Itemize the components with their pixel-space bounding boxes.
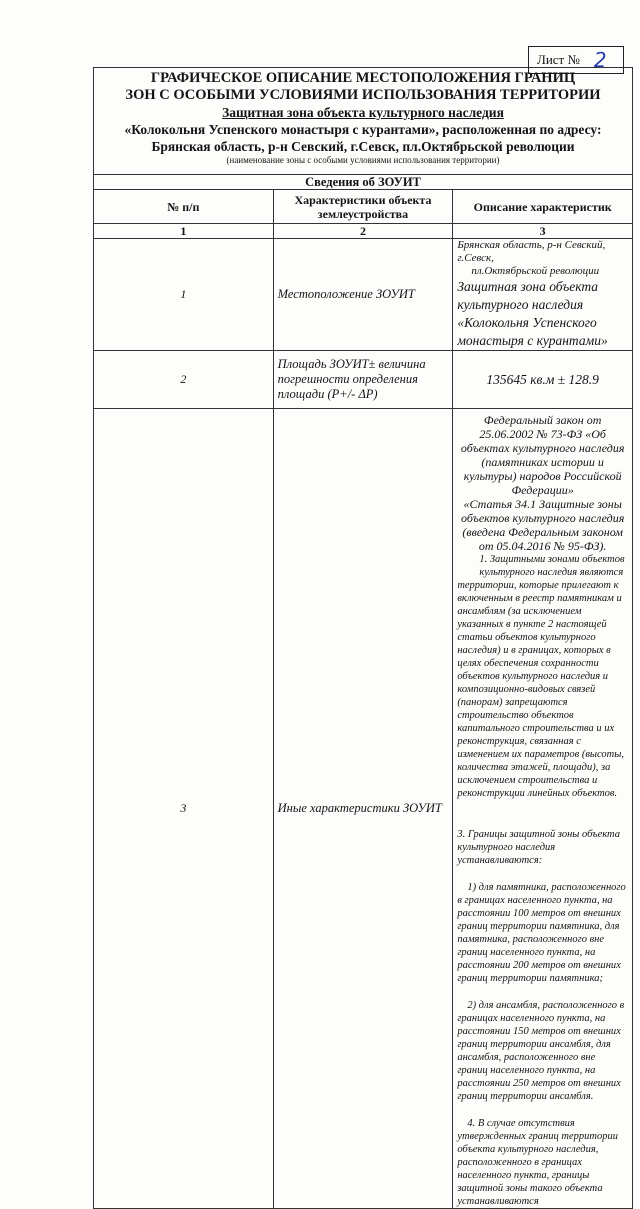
row-description	[453, 239, 633, 351]
location-zone-name: Защитная зона объекта культурного наследия	[457, 279, 599, 312]
paragraph-3-1: 1) для памятника, расположенного в границах населенного пункта, на расстоянии 100 метров от внешних границ территории памятника, для памятника, расположенного вне границ населенного пункта, на расстоянии 200 метров от внешних границ территории памятника;	[457, 882, 626, 984]
location-address-line-2: пл.Октябрьской революции	[471, 265, 600, 277]
paragraph-3-2: 2) для ансамбля, расположенного в границах населенного пункта, на расстоянии 150 метров от внешних границ территории ансамбля, для ансамбля, расположенного вне границ населенного пункта, на расстоянии 250 метров от внешних границ территории ансамбля.	[457, 1000, 625, 1102]
table-row	[94, 351, 633, 409]
table-row	[94, 239, 633, 351]
col-header-characteristic: Характеристики объекта землеустройства	[273, 190, 453, 224]
area-value: 135645 кв.м ± 128.9	[453, 351, 633, 409]
col-number-3: 3	[453, 224, 633, 239]
row-label: Местоположение ЗОУИТ	[273, 239, 453, 351]
row-number: 3	[94, 409, 274, 1209]
col-number-2: 2	[273, 224, 453, 239]
location-address-line-1: Брянская область, р-н Севский, г.Севск,	[457, 239, 606, 264]
header-caption: (наименование зоны с особыми условиями использования территории)	[226, 155, 500, 165]
law-reference: Федеральный закон от 25.06.2002 № 73-ФЗ «Об объектах культурного наследия (памятниках истории и культуры) народов Российской Федерации»	[460, 413, 625, 497]
header-object-name: «Колокольня Успенского монастыря с курантами», расположенная по адресу:	[124, 122, 602, 137]
paragraph-1-body: территории, которые прилегают к включенным в реестр памятникам и ансамблям (за исключением указанных в пункте 2 настоящей статьи объектов культурного наследия) и в границах, которых в целях обеспечения сохранности объектов культурного наследия и композиционно-видовых связей (панорам) запрещаются строительство объектов капитального строительства и их реконструкция, связанная с изменением их параметров (высоты, количества этажей, площади), за исключением строительства и реконструкции линейных объектов.	[457, 580, 624, 799]
header-line-2: ЗОН С ОСОБЫМИ УСЛОВИЯМИ ИСПОЛЬЗОВАНИЯ ТЕРРИТОРИИ	[125, 87, 601, 103]
header-line-1: ГРАФИЧЕСКОЕ ОПИСАНИЕ МЕСТОПОЛОЖЕНИЯ ГРАНИЦ	[150, 70, 576, 86]
table-row	[94, 409, 633, 1209]
section-title: Сведения об ЗОУИТ	[94, 175, 633, 190]
paragraph-3: 3. Границы защитной зоны объекта культурного наследия устанавливаются:	[457, 829, 621, 866]
row-label: Площадь ЗОУИТ± величина погрешности определения площади (P+/- ΔP)	[273, 351, 453, 409]
row-number: 1	[94, 239, 274, 351]
document-header	[93, 70, 633, 166]
location-object-name: «Колокольня Успенского монастыря с курантами»	[457, 315, 608, 348]
row-label: Иные характеристики ЗОУИТ	[273, 409, 453, 1209]
row-number: 2	[94, 351, 274, 409]
article-reference: «Статья 34.1 Защитные зоны объектов культурного наследия (введена Федеральным законом от 05.04.2016 № 95-ФЗ).	[461, 497, 625, 553]
paragraph-4: 4. В случае отсутствия утвержденных границ территории объекта культурного наследия, расположенного в границах населенного пункта, границы защитной зоны такого объекта устанавливаются	[457, 1118, 618, 1207]
header-address: Брянская область, р-н Севский, г.Севск, пл.Октябрьской революции	[151, 139, 575, 154]
header-zone-name: Защитная зона объекта культурного наследия	[222, 105, 504, 120]
col-header-description: Описание характеристик	[453, 190, 633, 224]
col-header-num: № п/п	[94, 190, 274, 224]
sheet-number: 2	[593, 48, 607, 72]
col-number-1: 1	[94, 224, 274, 239]
paragraph-1-heading: 1. Защитными зонами объектов культурного наследия являются	[479, 554, 625, 578]
row-description	[453, 409, 633, 1209]
sheet-label: Лист №	[537, 52, 580, 67]
zouit-table	[93, 174, 633, 1209]
